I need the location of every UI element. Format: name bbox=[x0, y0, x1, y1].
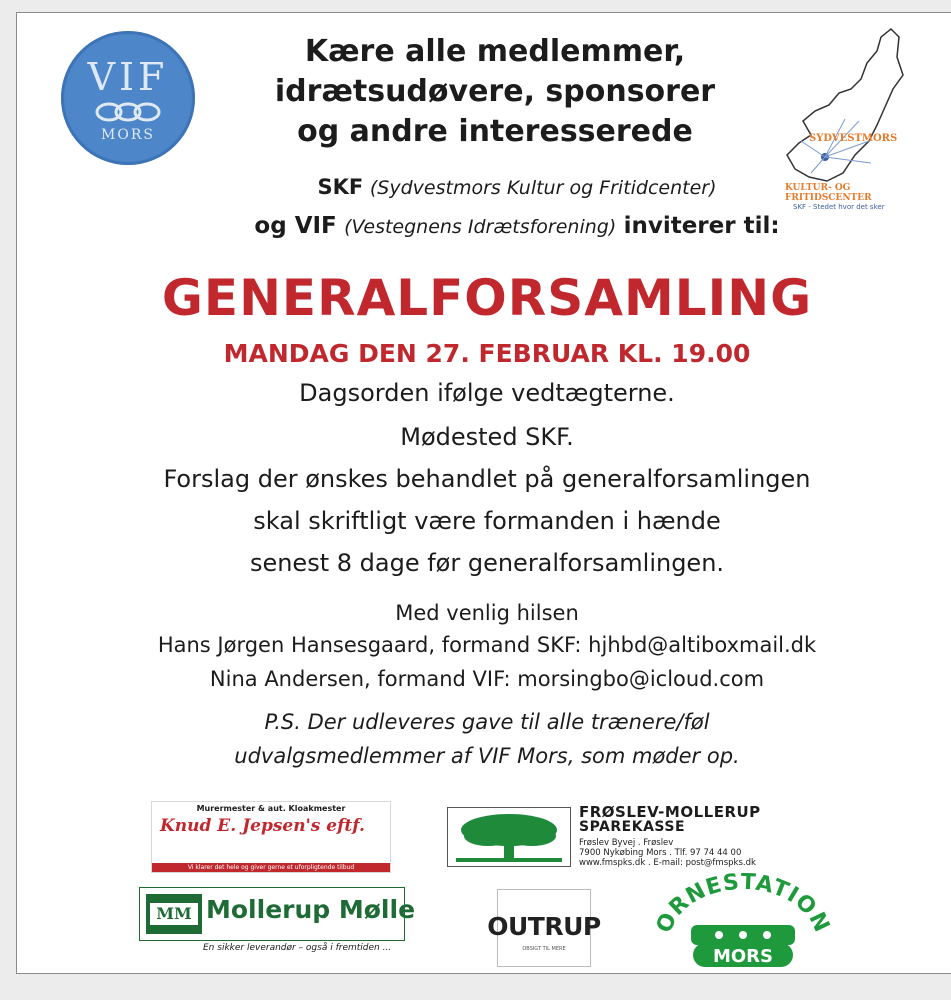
froslev-name-2: SPAREKASSE bbox=[579, 819, 686, 835]
ornestation-arc-text: ORNESTATION bbox=[653, 873, 833, 937]
vif-logo bbox=[61, 31, 195, 165]
sponsor-outrup bbox=[487, 889, 601, 967]
ps-line-1: P.S. Der udleveres gave til alle trænere/føl bbox=[264, 710, 710, 734]
event-title: GENERALFORSAMLING bbox=[161, 269, 813, 327]
island-map-icon bbox=[781, 23, 911, 193]
outrup-tagline: OBSIGT TIL MERE bbox=[522, 946, 566, 952]
ps-line-2: udvalgsmedlemmer af VIF Mors, som møder op. bbox=[234, 744, 740, 768]
skf-full-name: (Sydvestmors Kultur og Fritidcenter) bbox=[369, 177, 717, 199]
vif-logo-place: MORS bbox=[101, 127, 155, 143]
vif-suffix: inviterer til: bbox=[623, 213, 780, 239]
vif-full-name: (Vestegnens Idrætsforening) bbox=[344, 216, 617, 238]
froslev-address bbox=[579, 838, 756, 868]
heading-line-3: og andre interesserede bbox=[297, 114, 693, 149]
body-line-1: Dagsorden ifølge vedtægterne. bbox=[299, 379, 675, 407]
mollerup-tagline: En sikker leverandør – også i fremtiden ... bbox=[203, 943, 392, 953]
sponsor-froslev-mollerup bbox=[447, 803, 817, 871]
body-line-5: senest 8 dage før generalforsamlingen. bbox=[249, 549, 725, 577]
knud-name: Knud E. Jepsen's eftf. bbox=[160, 816, 365, 836]
ornestation-logo bbox=[653, 873, 833, 973]
froslev-address-3: www.fmspks.dk . E-mail: post@fmspks.dk bbox=[579, 858, 756, 868]
skf-abbr: SKF bbox=[317, 175, 364, 199]
sponsor-ornestation-mors bbox=[653, 873, 833, 973]
contact-vif: Nina Andersen, formand VIF: morsingbo@icloud.com bbox=[209, 667, 765, 691]
ornestation-place: MORS bbox=[712, 946, 774, 967]
sponsor-mollerup-molle bbox=[139, 887, 416, 941]
greeting: Med venlig hilsen bbox=[395, 601, 579, 625]
skf-logo-subtitle: KULTUR- OG FRITIDSCENTER bbox=[785, 183, 872, 203]
froslev-address-1: Frøslev Byvej . Frøslev bbox=[579, 838, 674, 848]
mm-mark-text: MM bbox=[150, 903, 198, 925]
invitation-card bbox=[16, 12, 951, 974]
froslev-name-1: FRØSLEV-MOLLERUP bbox=[579, 803, 761, 821]
outrup-name: OUTRUP bbox=[487, 912, 601, 941]
heading-line-2: idrætsudøvere, sponsorer bbox=[274, 74, 716, 109]
tree-icon bbox=[447, 807, 571, 867]
rings-icon bbox=[95, 101, 161, 123]
vif-prefix: og VIF bbox=[254, 213, 337, 239]
contact-skf: Hans Jørgen Hansesgaard, formand SKF: hjhbd@altiboxmail.dk bbox=[157, 633, 817, 657]
knud-top-text: Murermester & aut. Kloakmester bbox=[196, 804, 346, 813]
body-line-3: Forslag der ønskes behandlet på generalforsamlingen bbox=[163, 465, 811, 493]
mollerup-name: Mollerup Mølle bbox=[206, 895, 416, 924]
event-date: MANDAG DEN 27. FEBRUAR KL. 19.00 bbox=[223, 339, 751, 368]
mm-mark bbox=[146, 894, 202, 934]
invite-skf-line bbox=[117, 175, 917, 199]
knud-bottom-text: Vi klarer det hele og giver gerne et uforpligtende tilbud bbox=[152, 863, 390, 872]
heading-line-1: Kære alle medlemmer, bbox=[304, 34, 686, 69]
body-line-2: Mødested SKF. bbox=[400, 423, 574, 451]
body-line-4: skal skriftligt være formanden i hænde bbox=[253, 507, 721, 535]
skf-logo-title: SYDVESTMORS bbox=[809, 133, 898, 144]
invite-vif-line bbox=[117, 213, 917, 239]
froslev-address-2: 7900 Nykøbing Mors . Tlf. 97 74 44 00 bbox=[579, 848, 742, 858]
vif-logo-letters: VIF bbox=[87, 55, 169, 99]
sponsor-knud-jepsen bbox=[151, 801, 391, 873]
skf-logo-tagline: SKF - Stedet hvor det sker bbox=[793, 203, 885, 211]
